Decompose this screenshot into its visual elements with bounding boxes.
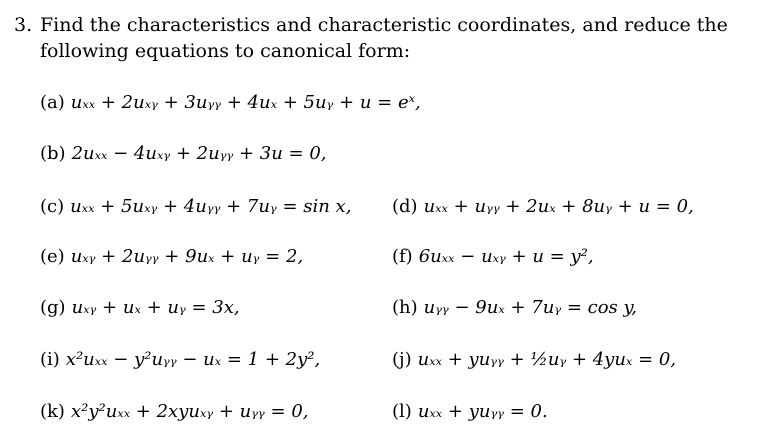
equation-h — [392, 296, 637, 320]
equation-e-expr: uₓᵧ + 2uᵧᵧ + 9uₓ + uᵧ = 2, — [70, 246, 304, 267]
equation-b-expr: 2uₓₓ − 4uₓᵧ + 2uᵧᵧ + 3u = 0, — [71, 143, 327, 164]
equation-i-label: (i) — [40, 349, 60, 370]
equation-l-label: (l) — [392, 401, 412, 422]
equation-e-label: (e) — [40, 246, 65, 267]
problem-text-line1: Find the characteristics and characteristic coordinates, and reduce the — [40, 14, 728, 36]
equation-l — [392, 400, 548, 424]
equation-a-expr: uₓₓ + 2uₓᵧ + 3uᵧᵧ + 4uₓ + 5uᵧ + u = eˣ, — [70, 92, 421, 113]
equation-i — [40, 348, 320, 372]
problem-statement-line1 — [14, 12, 764, 38]
problem-text-line2: following equations to canonical form: — [40, 40, 411, 62]
equation-k-expr: x²y²uₓₓ + 2xyuₓᵧ + uᵧᵧ = 0, — [70, 401, 309, 422]
equation-g-label: (g) — [40, 297, 66, 318]
equation-j — [392, 348, 676, 372]
equation-g-expr: uₓᵧ + uₓ + uᵧ = 3x, — [71, 297, 240, 318]
equation-i-expr: x²uₓₓ − y²uᵧᵧ − uₓ = 1 + 2y², — [65, 349, 321, 370]
equation-b-label: (b) — [40, 143, 66, 164]
equation-f-expr: 6uₓₓ − uₓᵧ + u = y², — [418, 246, 594, 267]
equation-a — [40, 91, 421, 115]
problem-statement — [14, 12, 764, 64]
equation-h-label: (h) — [392, 297, 418, 318]
equation-c — [40, 195, 351, 219]
equation-b — [40, 142, 327, 166]
equation-k-label: (k) — [40, 401, 65, 422]
equation-d-expr: uₓₓ + uᵧᵧ + 2uₓ + 8uᵧ + u = 0, — [423, 196, 694, 217]
equation-d-label: (d) — [392, 196, 418, 217]
equation-j-expr: uₓₓ + yuᵧᵧ + ½uᵧ + 4yuₓ = 0, — [417, 349, 677, 370]
equation-j-label: (j) — [392, 349, 412, 370]
problem-number: 3. — [14, 14, 33, 36]
equation-d — [392, 195, 694, 219]
equation-c-expr: uₓₓ + 5uₓᵧ + 4uᵧᵧ + 7uᵧ = sin x, — [70, 196, 352, 217]
equation-f — [392, 245, 594, 269]
equation-h-expr: uᵧᵧ − 9uₓ + 7uᵧ = cos y, — [423, 297, 637, 318]
equation-g — [40, 296, 240, 320]
equation-a-label: (a) — [40, 92, 65, 113]
equation-l-expr: uₓₓ + yuᵧᵧ = 0. — [417, 401, 548, 422]
equation-k — [40, 400, 309, 424]
equation-c-label: (c) — [40, 196, 65, 217]
equation-f-label: (f) — [392, 246, 413, 267]
equation-e — [40, 245, 303, 269]
